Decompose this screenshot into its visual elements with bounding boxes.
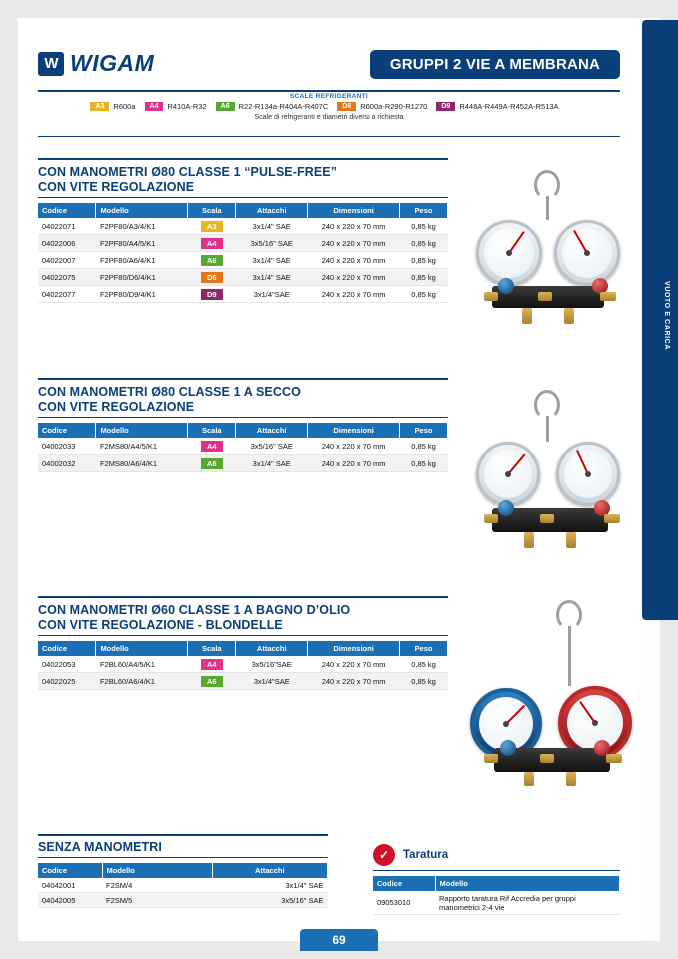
th-scala: Scala <box>188 641 236 656</box>
cell-modello: F2PF80/D9/4/K1 <box>96 286 188 303</box>
section-rule <box>38 834 328 836</box>
table-header-row <box>38 203 448 218</box>
legend-chip: A6 <box>216 102 235 111</box>
th-scala: Scala <box>188 203 236 218</box>
certification-badge-icon: ✓ <box>373 844 395 866</box>
section-heading-2: CON VITE REGOLAZIONE - BLONDELLE <box>38 618 283 632</box>
cell-modello: F2MS80/A6/4/K1 <box>96 455 188 472</box>
cell-scala <box>188 656 236 673</box>
cell-dimensioni: 240 x 220 x 70 mm <box>308 218 400 235</box>
page-content <box>18 18 642 941</box>
table-header-row <box>373 876 620 891</box>
th-peso: Peso <box>400 203 448 218</box>
cell-attacchi: 3x1/4" SAE <box>212 878 328 893</box>
spec-table <box>38 641 448 690</box>
cell-attacchi: 3x1/4" SAE <box>236 252 308 269</box>
cell-codice: 04022007 <box>38 252 96 269</box>
cell-dimensioni: 240 x 220 x 70 mm <box>308 269 400 286</box>
th-modello: Modello <box>102 863 212 878</box>
side-tab-vuoto-e-carica <box>642 20 678 620</box>
th-scala: Scala <box>188 423 236 438</box>
page-margin-top <box>0 0 678 18</box>
table-row <box>38 656 448 673</box>
page-title-banner <box>370 50 620 79</box>
th-codice: Codice <box>38 423 96 438</box>
th-codice: Codice <box>373 876 435 891</box>
cell-scala <box>188 438 236 455</box>
cell-attacchi: 3x5/16" SAE <box>236 235 308 252</box>
cell-codice: 04002033 <box>38 438 96 455</box>
side-tab-label: VUOTO E CARICA <box>663 281 670 350</box>
cell-modello: F2PF80/A3/4/K1 <box>96 218 188 235</box>
cell-dimensioni: 240 x 220 x 70 mm <box>308 656 400 673</box>
section-senza-manometri <box>38 834 328 908</box>
product-image-pulse-free <box>468 168 643 338</box>
legend-label: R600a <box>113 102 136 111</box>
th-attacchi: Attacchi <box>212 863 328 878</box>
cell-attacchi: 3x1/4" SAE <box>236 269 308 286</box>
section-rule <box>38 158 448 160</box>
table-row <box>38 235 448 252</box>
table-row <box>38 878 328 893</box>
cell-codice: 04022077 <box>38 286 96 303</box>
cell-modello: F2PF80/A6/4/K1 <box>96 252 188 269</box>
cell-attacchi: 3x1/4" SAE <box>236 455 308 472</box>
brand-name: WIGAM <box>70 50 155 76</box>
th-codice: Codice <box>38 863 102 878</box>
cell-dimensioni: 240 x 220 x 70 mm <box>308 673 400 690</box>
cell-peso: 0,85 kg <box>400 673 448 690</box>
scala-chip: A6 <box>201 458 223 469</box>
th-dimensioni: Dimensioni <box>308 641 400 656</box>
cell-codice: 09053010 <box>373 891 435 915</box>
section-taratura <box>373 844 620 915</box>
spec-table <box>38 203 448 303</box>
page-title: GRUPPI 2 VIE A MEMBRANA <box>389 56 601 73</box>
table-row <box>38 269 448 286</box>
cell-codice: 04022025 <box>38 673 96 690</box>
cell-attacchi: 3x5/16"SAE <box>236 656 308 673</box>
cell-codice: 04022053 <box>38 656 96 673</box>
cell-modello: Rapporto taratura Rif Accredia per gruppi manometrici 2-4 vie <box>435 891 620 915</box>
cell-modello: F2MS80/A4/5/K1 <box>96 438 188 455</box>
header-divider <box>38 90 620 92</box>
cell-peso: 0,85 kg <box>400 235 448 252</box>
scala-chip: D6 <box>201 272 223 283</box>
cell-peso: 0,85 kg <box>400 438 448 455</box>
table-row <box>38 673 448 690</box>
legend-item <box>337 102 427 111</box>
table-row <box>38 218 448 235</box>
legend-item <box>90 102 135 111</box>
section-heading-1: CON MANOMETRI Ø60 CLASSE 1 A BAGNO D’OLIO <box>38 603 351 617</box>
section-rule <box>38 378 448 380</box>
th-codice: Codice <box>38 641 96 656</box>
cell-dimensioni: 240 x 220 x 70 mm <box>308 286 400 303</box>
legend-items <box>38 102 620 111</box>
th-attacchi: Attacchi <box>236 203 308 218</box>
legend-item <box>436 102 558 111</box>
cell-scala <box>188 673 236 690</box>
refrigerant-legend <box>38 93 620 121</box>
cell-codice: 04042005 <box>38 893 102 908</box>
cell-dimensioni: 240 x 220 x 70 mm <box>308 252 400 269</box>
legend-label: R600a-R290-R1270 <box>360 102 428 111</box>
page-number-badge: 69 <box>300 929 378 951</box>
section-rule <box>38 596 448 598</box>
taratura-header <box>373 844 620 866</box>
taratura-title: Taratura <box>403 849 449 861</box>
cell-modello: F2PF80/D6/4/K1 <box>96 269 188 286</box>
table-header-row <box>38 423 448 438</box>
th-modello: Modello <box>435 876 620 891</box>
cell-modello: F2BL60/A4/5/K1 <box>96 656 188 673</box>
table-row <box>373 891 620 915</box>
spec-table <box>38 423 448 472</box>
th-modello: Modello <box>96 641 188 656</box>
legend-note: Scale di refrigeranti e diametri diversi a richiesta <box>254 114 404 121</box>
table-row <box>38 893 328 908</box>
section-heading-underline <box>38 197 448 198</box>
legend-item <box>216 102 329 111</box>
legend-item <box>145 102 207 111</box>
wigam-mark-icon: W <box>38 52 64 76</box>
th-attacchi: Attacchi <box>236 423 308 438</box>
cell-peso: 0,85 kg <box>400 218 448 235</box>
legend-divider <box>38 136 620 137</box>
table-header-row <box>38 641 448 656</box>
cell-attacchi: 3x1/4"SAE <box>236 286 308 303</box>
section-heading-underline <box>38 857 328 858</box>
cell-peso: 0,85 kg <box>400 455 448 472</box>
th-peso: Peso <box>400 641 448 656</box>
cell-peso: 0,85 kg <box>400 252 448 269</box>
cell-scala <box>188 218 236 235</box>
legend-label: R410A-R32 <box>167 102 207 111</box>
scala-chip: A4 <box>201 441 223 452</box>
legend-label: R448A-R449A-R452A-R513A <box>459 102 559 111</box>
section-heading-1: CON MANOMETRI Ø80 CLASSE 1 A SECCO <box>38 385 301 399</box>
scala-chip: A6 <box>201 676 223 687</box>
cell-attacchi: 3x5/16" SAE <box>212 893 328 908</box>
cell-attacchi: 3x1/4"SAE <box>236 673 308 690</box>
cell-dimensioni: 240 x 220 x 70 mm <box>308 455 400 472</box>
th-dimensioni: Dimensioni <box>308 423 400 438</box>
cell-dimensioni: 240 x 220 x 70 mm <box>308 235 400 252</box>
product-image-bagno-olio <box>466 598 641 788</box>
taratura-divider <box>373 870 620 871</box>
brand-logo <box>38 50 154 77</box>
cell-scala <box>188 269 236 286</box>
legend-label: R22-R134a-R404A-R407C <box>238 102 329 111</box>
page-margin-left <box>0 0 18 959</box>
cell-scala <box>188 235 236 252</box>
cell-peso: 0,85 kg <box>400 656 448 673</box>
cell-attacchi: 3x5/16" SAE <box>236 438 308 455</box>
scala-chip: D9 <box>201 289 223 300</box>
cell-peso: 0,85 kg <box>400 286 448 303</box>
table-row <box>38 286 448 303</box>
product-image-a-secco <box>468 388 643 558</box>
section-heading-underline <box>38 635 448 636</box>
cell-peso: 0,85 kg <box>400 269 448 286</box>
cell-codice: 04022071 <box>38 218 96 235</box>
cell-modello: F2SM/4 <box>102 878 212 893</box>
section-heading-2: CON VITE REGOLAZIONE <box>38 400 195 414</box>
scala-chip: A4 <box>201 659 223 670</box>
cell-dimensioni: 240 x 220 x 70 mm <box>308 438 400 455</box>
legend-title: SCALE REFRIGERANTI <box>290 93 368 100</box>
cell-modello: F2SM/5 <box>102 893 212 908</box>
table-row <box>38 438 448 455</box>
scala-chip: A4 <box>201 238 223 249</box>
th-modello: Modello <box>96 203 188 218</box>
taratura-table <box>373 876 620 915</box>
cell-scala <box>188 286 236 303</box>
table-row <box>38 455 448 472</box>
section-heading-2: CON VITE REGOLAZIONE <box>38 180 195 194</box>
cell-codice: 04022075 <box>38 269 96 286</box>
cell-codice: 04042001 <box>38 878 102 893</box>
legend-chip: A4 <box>145 102 164 111</box>
senza-manometri-heading: SENZA MANOMETRI <box>38 840 162 854</box>
cell-modello: F2BL60/A6/4/K1 <box>96 673 188 690</box>
cell-scala <box>188 252 236 269</box>
cell-modello: F2PF80/A4/5/K1 <box>96 235 188 252</box>
section-heading-1: CON MANOMETRI Ø80 CLASSE 1 “PULSE-FREE” <box>38 165 338 179</box>
th-codice: Codice <box>38 203 96 218</box>
legend-chip: A3 <box>90 102 109 111</box>
scala-chip: A3 <box>201 221 223 232</box>
legend-chip: D9 <box>436 102 455 111</box>
th-modello: Modello <box>96 423 188 438</box>
th-dimensioni: Dimensioni <box>308 203 400 218</box>
cell-codice: 04002032 <box>38 455 96 472</box>
table-header-row <box>38 863 328 878</box>
th-peso: Peso <box>400 423 448 438</box>
cell-scala <box>188 455 236 472</box>
cell-attacchi: 3x1/4" SAE <box>236 218 308 235</box>
table-row <box>38 252 448 269</box>
scala-chip: A6 <box>201 255 223 266</box>
legend-chip: D6 <box>337 102 356 111</box>
section-heading-underline <box>38 417 448 418</box>
cell-codice: 04022006 <box>38 235 96 252</box>
th-attacchi: Attacchi <box>236 641 308 656</box>
senza-manometri-table <box>38 863 328 908</box>
